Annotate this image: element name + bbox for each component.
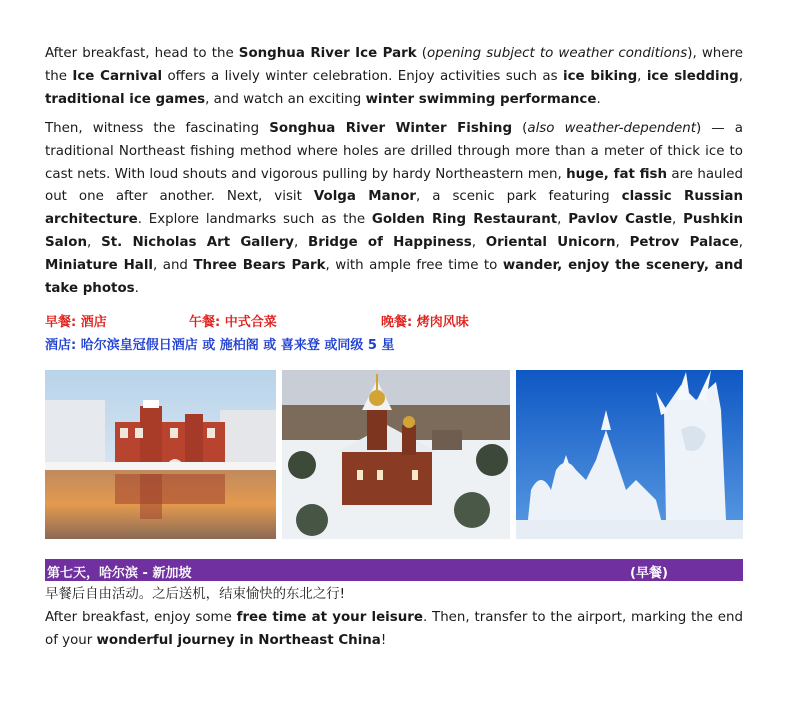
text: , <box>738 234 744 250</box>
dinner-label: 晚餐: 烤肉风味 <box>381 315 469 330</box>
text: . <box>596 91 601 107</box>
highlight: Ice Carnival <box>72 68 163 84</box>
text: After breakfast, enjoy some <box>45 610 237 625</box>
highlight: Songhua River Ice Park <box>238 46 417 61</box>
text: , and watch an exciting <box>205 91 366 107</box>
highlight: Petrov Palace <box>629 234 739 250</box>
highlight: wander, enjoy the scenery, and take photos <box>45 257 744 296</box>
russian-church-photo <box>282 370 510 539</box>
note: also weather-dependent <box>527 121 696 136</box>
text: ( <box>416 46 428 61</box>
text: , <box>637 68 647 84</box>
day6-paragraph-ice-park <box>45 43 743 111</box>
highlight: ice biking <box>562 68 638 84</box>
text: Then, witness the fascinating <box>45 121 270 136</box>
highlight: winter swimming performance <box>365 91 597 107</box>
hotel-label: 酒店: 哈尔滨皇冠假日酒店 或 施柏阁 或 喜来登 或同级 5 星 <box>45 338 395 353</box>
volga-manor-photo <box>45 370 276 539</box>
highlight: wonderful journey in Northeast China <box>96 632 381 648</box>
note: opening subject to weather conditions <box>427 46 688 61</box>
text: After breakfast, head to the <box>45 46 239 61</box>
highlight: classic Russian architecture <box>45 189 743 228</box>
breakfast-label: 早餐: 酒店 <box>45 315 107 330</box>
highlight: traditional ice games <box>45 91 206 107</box>
highlight: Three Bears Park <box>193 257 326 273</box>
text: , <box>672 212 684 228</box>
day6-paragraph-winter-fishing <box>45 118 743 300</box>
text: , <box>471 234 486 250</box>
text: , with ample free time to <box>325 257 503 273</box>
highlight: ice sledding <box>646 68 739 84</box>
text: , a scenic park featuring <box>416 189 622 205</box>
meal-info <box>45 311 745 331</box>
text: ( <box>512 121 528 136</box>
day7-paragraph <box>45 607 743 653</box>
highlight: Pushkin Salon <box>45 212 743 250</box>
snow-sculpture-photo <box>516 370 743 539</box>
highlight: Oriental Unicorn <box>485 234 616 250</box>
text: , <box>293 234 309 250</box>
text: ) — a traditional Northeast fishing method where holes are drilled through more than a meter of thick ice to cast nets. With loud shouts and vigorous pulling by hardy Northeastern men, <box>45 121 743 182</box>
text: , <box>738 68 743 84</box>
highlight: Bridge of Happiness <box>308 234 472 250</box>
day7-header-bar <box>45 559 743 581</box>
text: . <box>134 280 139 296</box>
text: ), where the <box>45 46 743 84</box>
text: are hauled out one after another. Next, visit <box>45 166 743 205</box>
text: , <box>615 234 630 250</box>
text: , <box>87 234 102 250</box>
day7-chinese-line: 早餐后自由活动。之后送机，结束愉快的东北之行! <box>45 587 345 602</box>
day7-meal: (早餐) <box>630 566 668 581</box>
lunch-label: 午餐: 中式合菜 <box>189 315 277 330</box>
text: ! <box>380 632 387 648</box>
highlight: Volga Manor <box>313 189 417 205</box>
highlight: St. Nicholas Art Gallery <box>101 234 294 250</box>
text: . Then, transfer to the airport, marking the end of your <box>45 610 743 648</box>
text: . Explore landmarks such as the <box>137 212 372 228</box>
text: , <box>557 212 569 228</box>
highlight: free time at your leisure <box>236 610 423 625</box>
text: , and <box>153 257 194 273</box>
highlight: huge, fat fish <box>566 166 668 182</box>
highlight: Golden Ring Restaurant <box>371 212 558 228</box>
highlight: Pavlov Castle <box>568 212 673 228</box>
highlight: Miniature Hall <box>45 257 153 273</box>
day7-title: 第七天，哈尔滨 - 新加坡 <box>47 566 192 581</box>
highlight: Songhua River Winter Fishing <box>269 121 513 136</box>
text: offers a lively winter celebration. Enjoy activities such as <box>162 68 563 84</box>
